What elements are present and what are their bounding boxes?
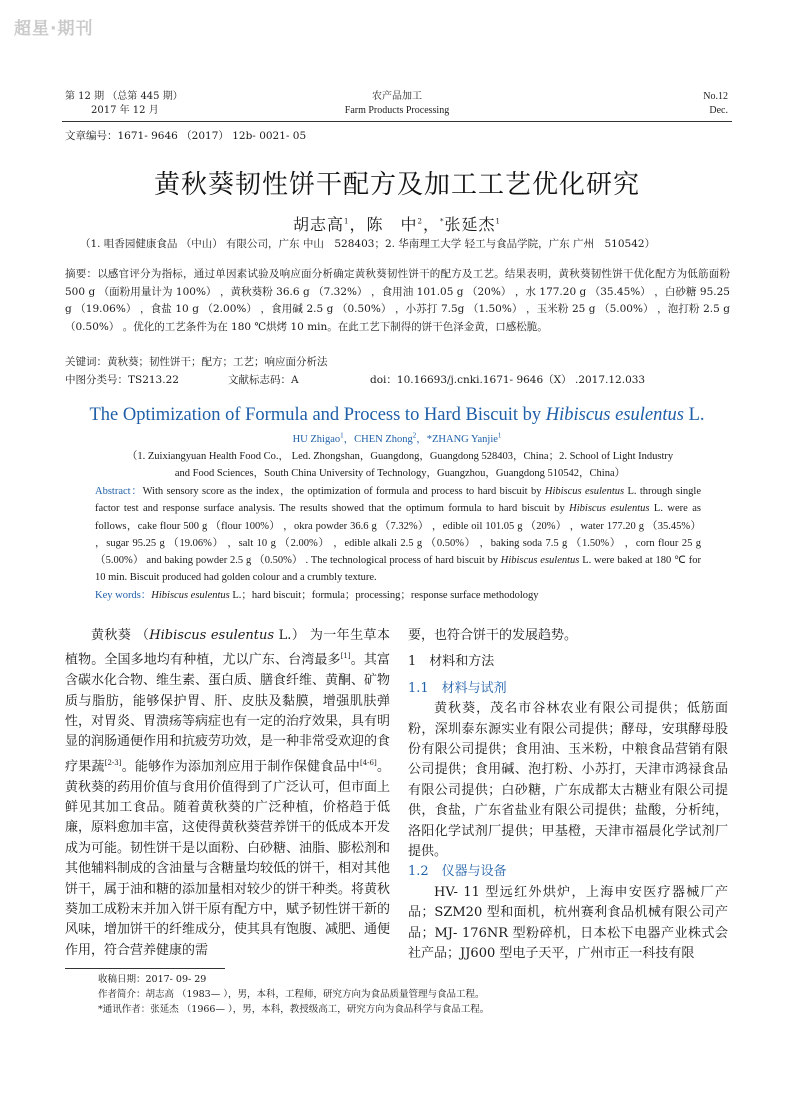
abstract-label: Abstract：: [95, 486, 143, 497]
author-affil-mark: 1: [340, 431, 344, 440]
text: L.） 为一年生草本植物。全国多地均有种植，尤以广东、台湾最多: [65, 628, 390, 668]
keywords-text: L.；hard biscuit；formula；processing；response surface methodology: [229, 590, 539, 601]
text: 。能够作为添加剂应用于制作保健食品中: [121, 759, 360, 775]
author-name: 张延杰: [444, 215, 496, 234]
species-name: Hibiscus esulentus: [151, 590, 230, 601]
abstract-text: L. were as follows，cake flour 500 g （flour 100%） ，okra powder 36.6 g （7.32%） ，edible oil 101.05 g （20%） ，water 177.20 g （35.45%） ，sugar 95.25 g （19.06%） ，salt 10 g （2.00%） ，edible alkali 2.5 g （0.50%） ，baking soda 7.5 g （1.50%） ，corn flour 25 g （5.00%） and baking powder 2.5 g （0.50%） . The technological process of hard biscuit by: [95, 503, 702, 567]
title-en-species: Hibiscus esulentus: [545, 405, 684, 425]
paper-title: 黄秋葵韧性饼干配方及加工工艺优化研究: [153, 170, 640, 200]
document-code: 文献标志码：A: [228, 374, 299, 386]
text: 。黄秋葵的药用价值与食用价值得到了广泛认可，但市面上鲜见其加工食品。随着黄秋葵的广泛种植，价格趋于低廉，原料愈加丰富，这使得黄秋葵营养饼干的低成本开发成为可能。韧性饼干是以面粉、白砂糖、油脂、膨松剂和其他辅料制成的含油量与含糖量均较低的饼干，相对其他饼干，属于油和糖的添加量相对较少的饼干种类。将黄秋葵加工成粉末并加入饼干原有配方中，赋予韧性饼干新的风味，增加饼干的纤维成分，使其具有饱腹、减肥、通便作用，符合营养健康的需: [65, 759, 391, 958]
body-left-column: [65, 626, 390, 961]
subsection-heading: 1.1 材料与试剂: [408, 680, 507, 696]
author-list-en: [0, 431, 794, 446]
abstract-text: L. were baked at 180 ℃ for 10 min. Biscuit produced had golden colour and a crumbly texture.: [95, 555, 702, 584]
citation: [4-6]: [359, 758, 377, 767]
header-date-cn: 2017 年 12 月: [91, 105, 159, 116]
abstract-cn: 摘要：以感官评分为指标，通过单因素试验及响应面分析确定黄秋葵韧性饼干的配方及工艺。结果表明，黄秋葵韧性饼干优化配方为低筋面粉 500 g （面粉用量计为 100%） ，黄秋葵粉 36.6 g （7.32%） ，食用油 101.05 g （20%） ，水 177.20 g （35.45%） ，白砂糖 95.25 g （19.06%） ，食盐 10 g （2.00%） ，食用碱 2.5 g （0.50%） ，小苏打 7.5g （1.50%） ，玉米粉 25 g （5.00%） ，泡打粉 2.5 g （0.50%） 。优化的工艺条件为在 180 ℃烘烤 10 min。在此工艺下制得的饼干色泽金黄，口感松脆。: [65, 268, 730, 333]
author-list: [0, 212, 794, 235]
header-rule: [62, 121, 732, 122]
species-name: Hibiscus esulentus: [149, 628, 275, 643]
corresponding-mark: *: [440, 217, 445, 226]
author-name-en: *ZHANG Yanjie: [426, 434, 498, 445]
received-date: 收稿日期：2017- 09- 29: [98, 974, 207, 985]
abstract-text: With sensory score as the index，the optimization of formula and process to hard biscuit by: [142, 486, 545, 497]
subsection-heading: 1.2 仪器与设备: [408, 864, 507, 880]
author-name-en: CHEN Zhong: [354, 434, 413, 445]
body-paragraph: 黄秋葵，茂名市谷林农业有限公司提供；低筋面粉，深圳泰东源实业有限公司提供；酵母，安琪酵母股份有限公司提供；食用油、玉米粉，中粮食品营销有限公司提供；食用碱、泡打粉、小苏打，天津市鸿禄食品有限公司提供；白砂糖，广东成都太古糖业有限公司提供，食盐，广东省盐业有限公司提供；盐酸，分析纯，洛阳化学试剂厂提供；甲基橙，天津市福晨化学试剂厂提供。: [408, 701, 728, 860]
affiliation-en: [100, 448, 700, 482]
affiliation-en-line: （1. Zuixiangyuan Health Food Co.， Led. Zhongshan，Guangdong，Guangdong 528403，China；2. School of Light Industry: [126, 451, 674, 462]
author-affil-mark: 1: [497, 431, 502, 440]
affiliation-cn: （1. 咀香园健康食品 （中山） 有限公司，广东 中山 528403；2. 华南理工大学 轻工与食品学院，广东 广州 510542）: [80, 238, 656, 250]
text: 。其富含碳水化合物、维生素、蛋白质、膳食纤维、黄酮、矿物质与脂肪，能够保护胃、肝、皮肤及黏膜，增强肌肤弹性，对胃炎、胃溃疡等病症也有一定的治疗效果，具有明显的润肠通便作用和抗疲劳功效，是一种非常受欢迎的食疗果蔬: [65, 652, 391, 775]
affiliation-en-line: and Food Sciences，South China University of Technology，Guangzhou，Guangdong 510542，China）: [174, 468, 626, 479]
header-right: [703, 90, 728, 118]
author-affil-mark: 2: [417, 217, 423, 226]
author-affil-mark: 2: [412, 431, 417, 440]
author-bio: 作者简介：胡志高 （1983— ），男，本科，工程师，研究方向为食品质量管理与食品工程。: [98, 989, 485, 1000]
species-name: Hibiscus esulentus: [500, 555, 580, 567]
abstract-text: L. through single factor test and response surface analysis. The results showed that the optimum formula to hard biscuit by: [95, 486, 701, 515]
header-issue-cn: 第 12 期 （总第 445 期）: [65, 91, 183, 102]
keywords-cn: 关键词：黄秋葵；韧性饼干；配方；工艺；响应面分析法: [65, 356, 328, 368]
section-heading: 1 材料和方法: [408, 654, 495, 670]
author-affil-mark: 1: [495, 217, 501, 226]
author-separator: ，: [343, 434, 355, 445]
author-separator: ，: [422, 215, 440, 234]
header-issue-en: No.12: [703, 91, 728, 102]
header-center: [0, 90, 794, 118]
keywords-en: [95, 587, 715, 602]
header-journal-cn: 农产品加工: [372, 91, 422, 102]
author-separator: ，: [349, 215, 367, 234]
article-number: 文章编号：1671- 9646 （2017） 12b- 0021- 05: [65, 130, 307, 142]
author-name: 胡志高: [293, 215, 345, 234]
watermark-logo: 超星·期刊: [14, 19, 94, 39]
citation: [2-3]: [104, 758, 122, 767]
body-paragraph: HV- 11 型远红外烘炉，上海申安医疗器械厂产品；SZM20 型和面机，杭州赛利食品机械有限公司产品；MJ- 176NR 型粉碎机，日本松下电器产业株式会社产品；JJ600 型电子天平，广州市正一科技有限: [408, 884, 728, 962]
author-separator: ，: [416, 434, 427, 445]
author-affil-mark: 1: [344, 217, 350, 226]
body-paragraph-continued: 要，也符合饼干的发展趋势。: [408, 628, 578, 643]
classification-row: [65, 372, 730, 387]
footnotes: [98, 972, 718, 1017]
title-en-text: The Optimization of Formula and Process to Hard Biscuit by: [89, 405, 546, 425]
clc-number: 中图分类号：TS213.22: [65, 374, 179, 386]
keywords-label: Key words：: [95, 590, 152, 601]
text: 黄秋葵 （: [91, 628, 150, 643]
abstract-en: [95, 483, 701, 587]
corresponding-author: *通讯作者：张延杰 （1966— ），男，本科，教授级高工，研究方向为食品科学与食品工程。: [98, 1004, 490, 1015]
paper-title-en: [0, 405, 794, 426]
author-name: 陈 中: [366, 215, 418, 234]
header-journal-en: Farm Products Processing: [344, 105, 450, 116]
author-name-en: HU Zhigao: [292, 434, 341, 445]
body-right-column: [408, 626, 728, 965]
species-name: Hibiscus esulentus: [569, 503, 650, 515]
header-month-en: Dec.: [709, 105, 728, 116]
doi: doi：10.16693/j.cnki.1671- 9646（X） .2017.12.033: [370, 374, 646, 386]
title-en-suffix: L.: [683, 405, 705, 425]
body-paragraph: [65, 626, 390, 961]
citation: [1]: [340, 652, 351, 661]
footnote-rule: [65, 968, 225, 969]
species-name: Hibiscus esulentus: [544, 486, 625, 497]
